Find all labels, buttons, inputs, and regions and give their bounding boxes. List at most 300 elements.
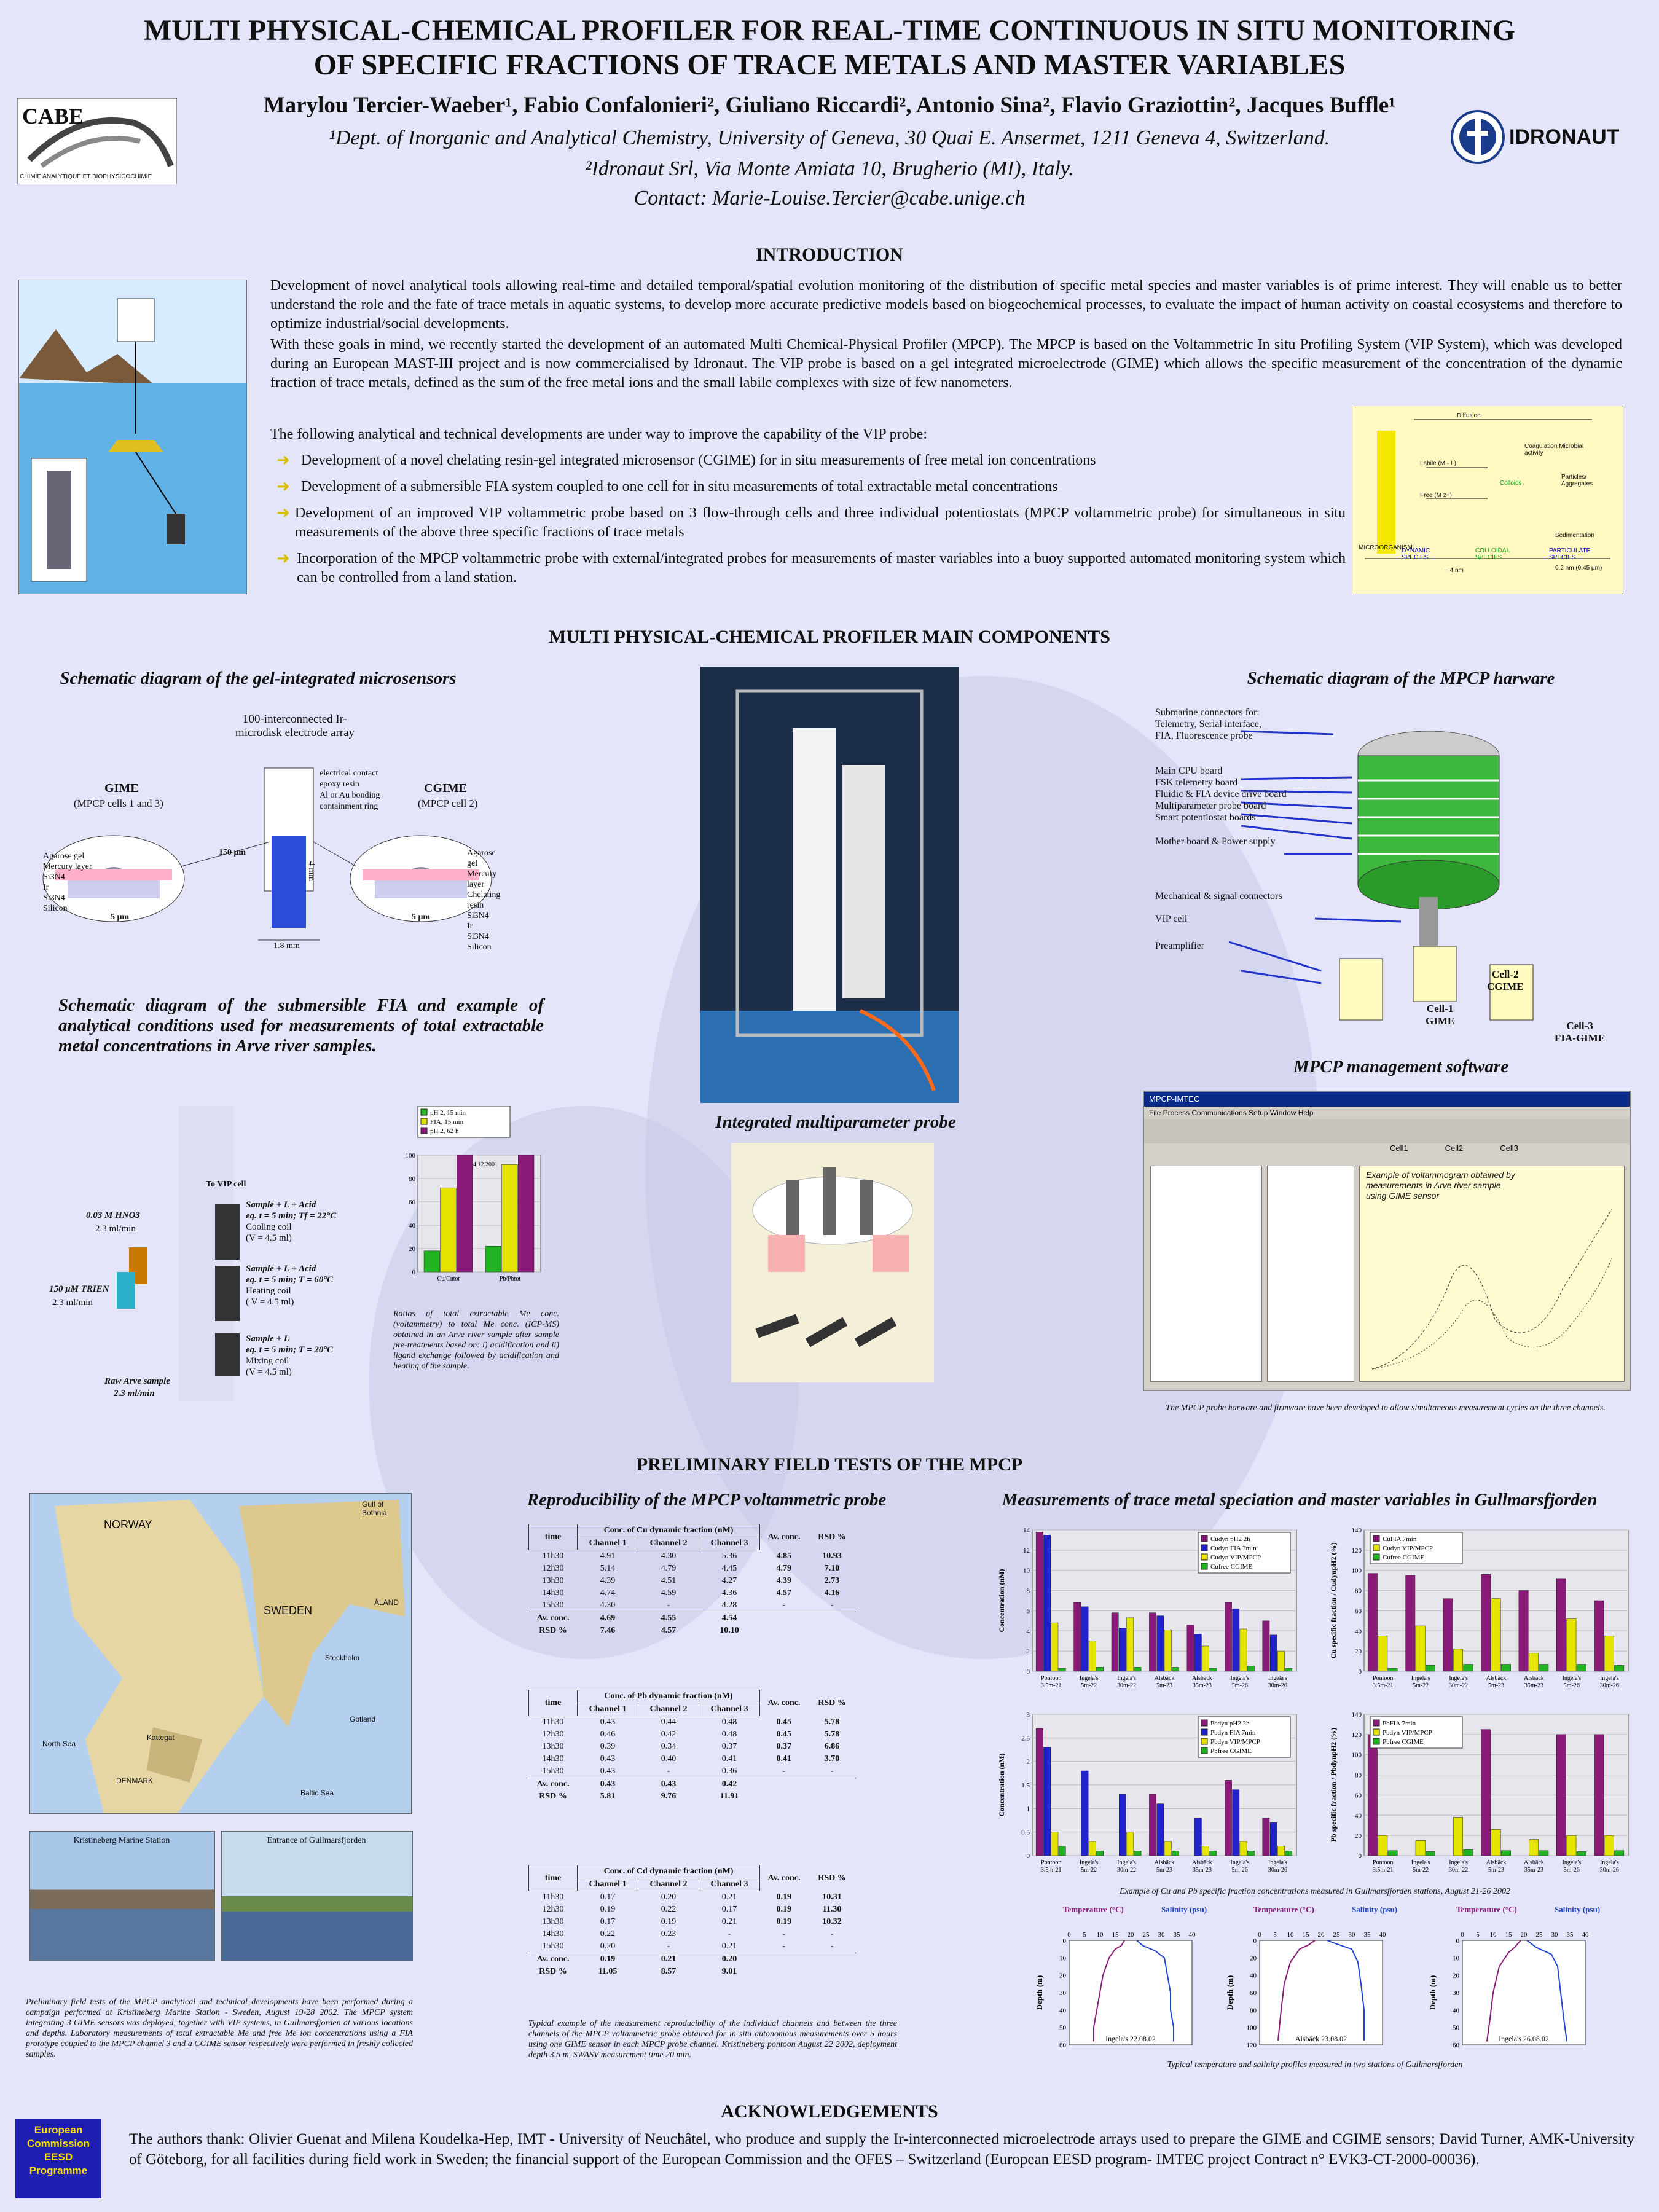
fia-step-vol: (V = 4.5 ml) xyxy=(246,1233,292,1243)
table-cell: 0.20 xyxy=(721,1955,737,1964)
table-cell: - xyxy=(667,1601,670,1610)
table-row xyxy=(529,1587,857,1599)
legend-label: Pbdyn FIA 7min xyxy=(1210,1729,1256,1736)
cell-name: Cell-2 xyxy=(1492,968,1519,980)
bar xyxy=(1194,1634,1201,1671)
bar xyxy=(1567,1619,1576,1671)
table-cell: 10.31 xyxy=(822,1892,842,1902)
legend-label: Pbdyn VIP/MPCP xyxy=(1210,1738,1260,1746)
x-tick-label: 5 xyxy=(1273,1931,1277,1939)
x-tick-label: 5 xyxy=(1083,1931,1086,1939)
reproducibility-title: Reproducibility of the MPCP voltammetric probe xyxy=(527,1490,887,1510)
fia-step-label: Sample + L + Acid xyxy=(246,1200,316,1210)
y-tick-label: 80 xyxy=(1250,2007,1257,2015)
x-tick-label: 35m-23 xyxy=(1192,1867,1212,1873)
multiparameter-probe-photo xyxy=(731,1143,934,1382)
intro-paragraph-1: Development of novel analytical tools allowing real-time and detailed temporal/spatial evolution monitoring of the distribution of specific metal species and master variables is of prime interest. They will enable us to better understand the role and the fate of trace metals in aquatic systems, to develop more accurate predictive models based on biogeochemical processes, to evaluate the impact of human activity on coastal ecosystems and therefore to optimize industrial/social developments. xyxy=(270,278,1622,332)
legend-label: Pbdyn pH2 2h xyxy=(1210,1720,1250,1727)
table-cell: 13h30 xyxy=(542,1917,564,1926)
software-menubar: File Process Communications Setup Window Help xyxy=(1149,1108,1314,1117)
scandinavia-map xyxy=(29,1493,412,1814)
bar xyxy=(1539,1851,1548,1856)
legend-label: Pbdyn VIP/MPCP xyxy=(1382,1729,1432,1736)
table-cell: 0.43 xyxy=(600,1779,616,1789)
bar xyxy=(1453,1649,1462,1671)
bar xyxy=(518,1155,534,1272)
table-header: RSD % xyxy=(818,1873,846,1883)
fia-diagram xyxy=(49,1106,393,1413)
bar xyxy=(1567,1835,1576,1856)
temperature-label: Temperature (°C) xyxy=(1063,1905,1124,1914)
x-tick-label: 5m-26 xyxy=(1563,1867,1580,1873)
software-screenshot xyxy=(1143,1091,1631,1391)
fia-step-coil: Cooling coil xyxy=(246,1222,292,1232)
components-heading: MULTI PHYSICAL-CHEMICAL PROFILER MAIN COMPONENTS xyxy=(549,627,1110,647)
x-tick-label: 10 xyxy=(1489,1931,1497,1939)
y-tick-label: 0 xyxy=(1253,1937,1257,1945)
table-cell: 5.36 xyxy=(721,1551,737,1561)
table-cell: - xyxy=(830,1767,834,1776)
eu-logo-line: Programme xyxy=(29,2165,88,2176)
table-cell: - xyxy=(782,1767,786,1776)
y-tick-label: 30 xyxy=(1059,1990,1066,1997)
table-cell: - xyxy=(830,1601,834,1610)
label-1-8mm: 1.8 mm xyxy=(273,941,300,951)
bar xyxy=(1119,1628,1126,1671)
table-row xyxy=(529,1563,857,1575)
table-cell: - xyxy=(782,1601,786,1610)
x-tick-label: 25 xyxy=(1142,1931,1150,1939)
table-cell: 12h30 xyxy=(542,1564,564,1573)
intro-bullet: ➜ Development of an improved VIP voltammetric probe based on 3 flow-through cells and three individual potentiostats (MPCP voltammetric probe) for simultaneous in situ measurements of the above three specific fractions of trace metals xyxy=(276,504,1346,542)
map-label-norway: NORWAY xyxy=(104,1518,152,1531)
y-tick-label: 40 xyxy=(1355,1812,1362,1820)
bar xyxy=(1426,1665,1435,1671)
ack-heading: ACKNOWLEDGEMENTS xyxy=(721,2101,938,2122)
x-tick-label: 5m-22 xyxy=(1413,1682,1429,1689)
table-row xyxy=(529,1716,857,1729)
table-cell: 4.57 xyxy=(776,1588,791,1598)
x-tick-label: Alsbäck xyxy=(1192,1675,1212,1682)
x-tick-label: 40 xyxy=(1188,1931,1196,1939)
x-tick-label: Ingela's xyxy=(1268,1675,1287,1682)
table-cell: 11h30 xyxy=(542,1551,564,1561)
label-trien-flow: 2.3 ml/min xyxy=(52,1298,93,1308)
table-cell: 4.59 xyxy=(661,1588,677,1598)
table-header: time xyxy=(529,1865,578,1891)
x-tick-label: Pontoon xyxy=(1041,1859,1062,1866)
label-sedimentation: Sedimentation xyxy=(1555,532,1594,539)
bar xyxy=(1074,1602,1081,1671)
x-tick-label: Alsbäck xyxy=(1154,1859,1175,1866)
table-cell: 0.20 xyxy=(661,1892,677,1902)
table-cell: 0.45 xyxy=(776,1730,791,1739)
bar xyxy=(1202,1846,1209,1856)
software-titlebar xyxy=(1144,1092,1630,1107)
label-5um-left: 5 μm xyxy=(111,912,130,922)
hw-label: Mother board & Power supply xyxy=(1155,836,1276,847)
table-cell: 5.78 xyxy=(824,1730,840,1739)
eu-logo xyxy=(15,2119,101,2198)
table-header: Channel 1 xyxy=(578,1878,638,1891)
table-cell: 4.85 xyxy=(776,1551,791,1561)
fia-step-vol: (V = 4.5 ml) xyxy=(246,1367,292,1377)
table-row xyxy=(529,1778,857,1791)
y-tick-label: 30 xyxy=(1453,1990,1459,1997)
x-tick-label: 30m-22 xyxy=(1117,1867,1137,1873)
intro-heading: INTRODUCTION xyxy=(755,245,904,265)
table-cell: 0.41 xyxy=(721,1754,737,1763)
y-tick-label: 20 xyxy=(409,1245,415,1253)
table-row xyxy=(529,1625,857,1637)
cell-type: CGIME xyxy=(1487,981,1524,992)
cu-concentration-chart xyxy=(995,1524,1309,1708)
map-label-aland: ÅLAND xyxy=(374,1598,399,1607)
table-cell: 0.34 xyxy=(661,1742,677,1751)
contact: Contact: Marie-Louise.Tercier@cabe.unige.ch xyxy=(633,187,1026,210)
table-cell: 0.19 xyxy=(776,1905,791,1914)
bar xyxy=(1051,1623,1058,1671)
y-tick-label: 4 xyxy=(1026,1628,1030,1636)
label-colloidal: COLLOIDAL SPECIES xyxy=(1475,547,1510,561)
y-tick-label: 10 xyxy=(1059,1955,1066,1963)
x-tick-label: 5m-23 xyxy=(1488,1682,1505,1689)
table-header: Channel 2 xyxy=(638,1703,699,1716)
label-electrode-array: 100-interconnected Ir-microdisk electrode array xyxy=(235,713,355,739)
label-size-2: 0.2 nm (0.45 μm) xyxy=(1555,565,1602,571)
hardware-diagram xyxy=(1155,700,1647,1045)
y-tick-label: 8 xyxy=(1026,1587,1030,1595)
bar xyxy=(1368,1574,1377,1671)
temperature-label: Temperature (°C) xyxy=(1456,1905,1517,1914)
x-tick-label: 5m-22 xyxy=(1413,1867,1429,1873)
legend-label: Cudyn FIA 7min xyxy=(1210,1545,1257,1552)
layer-label: Mercury layer xyxy=(43,862,92,871)
x-tick-label: Ingela's xyxy=(1599,1859,1619,1866)
x-tick-label: 5m-23 xyxy=(1488,1867,1505,1873)
profile-chart-2 xyxy=(1223,1904,1419,2057)
label-coagulation: Coagulation Microbial activity xyxy=(1524,443,1584,457)
hw-label: FIA, Fluorescence probe xyxy=(1155,731,1253,741)
table-cell: 4.45 xyxy=(721,1564,737,1573)
y-tick-label: 2 xyxy=(1026,1648,1030,1656)
x-tick-label: Ingela's xyxy=(1562,1675,1582,1682)
x-tick-label: Alsbäck xyxy=(1524,1859,1544,1866)
y-tick-label: 1 xyxy=(1026,1805,1030,1813)
intro-bullet-list xyxy=(276,451,1346,587)
bar xyxy=(1491,1599,1500,1671)
table-cell: 0.21 xyxy=(661,1955,677,1964)
map-label-north-sea: North Sea xyxy=(42,1739,76,1748)
x-tick-label: 30m-22 xyxy=(1449,1682,1469,1689)
voltammogram-pane xyxy=(1359,1166,1625,1382)
table-cell: 15h30 xyxy=(542,1942,564,1951)
salinity-label: Salinity (psu) xyxy=(1161,1905,1207,1914)
table-cell: RSD % xyxy=(539,1967,567,1976)
table-cell: 0.17 xyxy=(600,1892,616,1902)
x-tick-label: Ingela's xyxy=(1599,1675,1619,1682)
table-cell: 4.27 xyxy=(721,1576,737,1585)
tab-cell-1: Cell1 xyxy=(1390,1143,1408,1153)
pb-fraction-chart xyxy=(1327,1708,1641,1892)
x-tick-label: 3.5m-21 xyxy=(1372,1867,1394,1873)
layer-label: Si3N4 xyxy=(467,911,489,920)
table-cell: Av. conc. xyxy=(536,1779,570,1789)
table-row xyxy=(529,1728,857,1741)
part-label: electrical contact xyxy=(320,769,378,778)
table-header: Channel 2 xyxy=(638,1878,699,1891)
table-cell: - xyxy=(782,1942,786,1951)
y-tick-label: 50 xyxy=(1059,2024,1066,2032)
hw-label: Smart potentiostat boards xyxy=(1155,812,1256,823)
cell-name: Cell-1 xyxy=(1426,1003,1454,1014)
y-tick-label: 100 xyxy=(1351,1567,1362,1575)
x-tick-label: 40 xyxy=(1582,1931,1589,1939)
cell-2-label xyxy=(1487,968,1524,993)
probe-title: Integrated multiparameter probe xyxy=(715,1112,956,1132)
y-tick-label: 80 xyxy=(1355,1587,1362,1595)
legend-label: Cudyn pH2 2h xyxy=(1210,1535,1250,1543)
authors: Marylou Tercier-Waeber¹, Fabio Confalonieri², Giuliano Riccardi², Antonio Sina², Flavio Graziottin², Jacques Buffle¹ xyxy=(263,93,1396,118)
table-cell: 0.43 xyxy=(600,1717,616,1727)
profile-plot-area xyxy=(1462,1940,1585,2045)
cell-type: GIME xyxy=(1426,1015,1455,1027)
label-hno3-flow: 2.3 ml/min xyxy=(95,1224,136,1234)
fia-caption: Ratios of total extractable Me conc. (voltammetry) to total Me conc. (ICP-MS) obtained in an Arve river sample after sample pre-treatments based on: i) acidification and ii) ligand exchange followed by acidification and heating of the sample. xyxy=(393,1309,559,1371)
photo-kristineberg-label: Kristineberg Marine Station xyxy=(73,1836,170,1845)
table-header: Av. conc. xyxy=(767,1532,801,1542)
y-tick-label: 0 xyxy=(1456,1937,1459,1945)
x-tick-label: Ingela's xyxy=(1079,1675,1099,1682)
fia-ratio-chart xyxy=(393,1106,553,1290)
hw-label: Mechanical & signal connectors xyxy=(1155,891,1282,901)
label-gime: GIME xyxy=(104,782,139,795)
table-row xyxy=(529,1753,857,1765)
table-cell: 8.57 xyxy=(661,1967,677,1976)
legend-label: Pbfree CGIME xyxy=(1210,1747,1252,1755)
bar xyxy=(1388,1668,1397,1671)
table-cell: 0.20 xyxy=(600,1942,616,1951)
table-cell: 5.81 xyxy=(600,1792,616,1801)
legend-swatch xyxy=(421,1118,427,1124)
intro-paragraph-2: With these goals in mind, we recently started the development of an automated Multi Chemical-Physical Profiler (MPCP). The MPCP is based on the Voltammetric In situ Profiling System (VIP System), which was developed during an European MAST-III project and is now commercialised by Idronaut. The VIP probe is based on a gel integrated microelectrode (GIME) which allows the specific measurement of the concentration of the dynamic fraction of trace metals, defined as the sum of the free metal ions and the small labile complexes with size of few nanometers. xyxy=(270,337,1622,391)
station-label: Alsbäck 23.08.02 xyxy=(1295,2034,1347,2043)
x-tick-label: Alsbäck xyxy=(1486,1859,1507,1866)
electrode-part-labels xyxy=(320,768,380,812)
intro-bullet: ➜ Incorporation of the MPCP voltammetric probe with external/integrated probes for measurements of master variables into a buoy supported automated monitoring system which can be controlled from a land station. xyxy=(276,549,1346,587)
table-row xyxy=(529,1599,857,1612)
table-cell: 0.46 xyxy=(600,1730,616,1739)
legend-swatch xyxy=(1201,1563,1207,1569)
table-cell: 0.42 xyxy=(661,1730,677,1739)
table-cell: Av. conc. xyxy=(536,1614,570,1623)
x-tick-label: 15 xyxy=(1505,1931,1512,1939)
table-cell: 0.21 xyxy=(721,1942,737,1951)
table-cell: 9.01 xyxy=(721,1967,737,1976)
legend-swatch xyxy=(1201,1729,1207,1735)
temperature-label: Temperature (°C) xyxy=(1253,1905,1314,1914)
table-cell: 5.14 xyxy=(600,1564,616,1573)
fia-chart-svg xyxy=(393,1106,553,1290)
photo-kristineberg xyxy=(29,1831,215,1961)
legend-swatch xyxy=(1373,1738,1379,1744)
bar xyxy=(1443,1599,1453,1671)
x-tick-label: Alsbäck xyxy=(1154,1675,1175,1682)
table-header: time xyxy=(529,1690,578,1716)
y-axis-label: Depth (m) xyxy=(1035,1975,1044,2010)
bar xyxy=(1464,1665,1473,1672)
bar xyxy=(1149,1794,1156,1856)
table-header: Channel 3 xyxy=(699,1537,760,1550)
y-tick-label: 40 xyxy=(409,1222,415,1230)
table-cell: 0.43 xyxy=(600,1754,616,1763)
table-cell: 0.17 xyxy=(721,1905,737,1914)
bar xyxy=(1501,1665,1510,1672)
y-tick-label: 0 xyxy=(1358,1853,1362,1860)
table-header: RSD % xyxy=(818,1532,846,1542)
bar xyxy=(1187,1625,1194,1671)
table-cell: 7.46 xyxy=(600,1626,616,1635)
x-tick-label: 3.5m-21 xyxy=(1040,1867,1062,1873)
bar xyxy=(1426,1851,1435,1856)
arrow-icon: ➜ xyxy=(276,504,290,522)
label-particulate: PARTICULATE SPECIES xyxy=(1549,547,1591,561)
x-tick-label: 3.5m-21 xyxy=(1040,1682,1062,1689)
legend-swatch xyxy=(1373,1554,1379,1560)
intro-paragraph-3: The following analytical and technical developments are under way to improve the capability of the VIP probe: xyxy=(270,426,927,442)
y-tick-label: 40 xyxy=(1250,1972,1257,1980)
layer-label: Ir xyxy=(43,883,49,892)
table-cell: 4.79 xyxy=(776,1564,791,1573)
bar xyxy=(1519,1591,1528,1671)
bar xyxy=(1594,1601,1604,1671)
affiliation-1: ¹Dept. of Inorganic and Analytical Chemistry, University of Geneva, 30 Quai E. Ansermet, 1211 Geneva 4, Switzerland. xyxy=(329,127,1330,149)
arrow-icon: ➜ xyxy=(276,477,290,495)
legend-label: CuFIA 7min xyxy=(1382,1535,1417,1543)
y-tick-label: 60 xyxy=(1453,2042,1459,2049)
intro-bullet: ➜ Development of a novel chelating resin-gel integrated microsensor (CGIME) for in situ measurements of free metal ion concentrations xyxy=(276,451,1096,469)
bar xyxy=(1036,1532,1043,1671)
hw-label: Main CPU board xyxy=(1155,766,1223,776)
legend-label: Cudyn VIP/MPCP xyxy=(1382,1545,1433,1552)
table-cell: 15h30 xyxy=(542,1601,564,1610)
table-cell: 7.10 xyxy=(824,1564,840,1573)
gime-layer-labels xyxy=(43,851,92,914)
y-tick-label: 100 xyxy=(1246,2024,1257,2032)
table-cell: 10.32 xyxy=(822,1917,842,1926)
x-tick-label: Ingela's xyxy=(1230,1859,1250,1866)
table-row xyxy=(529,1940,857,1953)
table-cell: 10.93 xyxy=(822,1551,842,1561)
layer-label: Mercury layer xyxy=(467,869,497,889)
y-axis-label: Concentration (nM) xyxy=(997,1753,1006,1817)
table-cell: 0.37 xyxy=(776,1742,791,1751)
cell-name: Cell-3 xyxy=(1566,1020,1593,1032)
cabe-logo-subtext: CHIMIE ANALYTIQUE ET BIOPHYSICOCHIMIE xyxy=(20,173,152,180)
legend-swatch xyxy=(1201,1738,1207,1744)
table-header: Channel 1 xyxy=(578,1537,638,1550)
bar xyxy=(1233,1790,1239,1856)
table-cell: 4.51 xyxy=(661,1576,677,1585)
salinity-label: Salinity (psu) xyxy=(1352,1905,1398,1914)
bar xyxy=(1240,1629,1247,1671)
table-cell: 0.21 xyxy=(721,1917,737,1926)
table xyxy=(528,1524,856,1637)
label-5um-right: 5 μm xyxy=(412,912,431,922)
y-tick-label: 1.5 xyxy=(1021,1782,1030,1789)
table-cell: 0.22 xyxy=(661,1905,677,1914)
y-tick-label: 0 xyxy=(1358,1668,1362,1676)
profile-chart-3 xyxy=(1426,1904,1628,2057)
table-cell: - xyxy=(830,1929,834,1939)
bar xyxy=(1225,1780,1231,1856)
x-tick-label: 5m-23 xyxy=(1156,1682,1173,1689)
profile-chart-1 xyxy=(1032,1904,1217,2057)
y-axis-label: Depth (m) xyxy=(1428,1975,1437,2010)
legend-label: FIA, 15 min xyxy=(430,1118,464,1126)
y-tick-label: 140 xyxy=(1351,1527,1362,1534)
table-cell: Av. conc. xyxy=(536,1955,570,1964)
label-hno3: 0.03 M HNO3 xyxy=(86,1210,140,1220)
table-cell: 0.19 xyxy=(600,1955,616,1964)
label-trien: 150 μM TRIEN xyxy=(49,1284,109,1294)
bar xyxy=(1194,1818,1201,1856)
y-tick-label: 0.5 xyxy=(1021,1829,1030,1837)
layer-label: Si3N4 xyxy=(43,893,65,903)
table-cell: 13h30 xyxy=(542,1742,564,1751)
y-tick-label: 40 xyxy=(1355,1628,1362,1636)
x-tick-label: Pontoon xyxy=(1373,1675,1394,1682)
y-tick-label: 20 xyxy=(1059,1972,1066,1980)
bar xyxy=(1059,1846,1065,1856)
bar xyxy=(1233,1609,1239,1671)
table-cell: 11h30 xyxy=(542,1892,564,1902)
bar xyxy=(1388,1851,1397,1856)
table-cell: 4.79 xyxy=(661,1564,677,1573)
fia-step-label: Sample + L xyxy=(246,1334,290,1344)
y-tick-label: 60 xyxy=(1250,1990,1257,1997)
hw-label: Preamplifier xyxy=(1155,941,1204,951)
y-tick-label: 0 xyxy=(1026,1668,1030,1676)
fia-step-label: Sample + L + Acid xyxy=(246,1264,316,1274)
table-cell: 0.42 xyxy=(721,1779,737,1789)
y-tick-label: 100 xyxy=(405,1152,415,1159)
photo-gullmarsfjorden xyxy=(221,1831,413,1961)
part-label: epoxy resin xyxy=(320,780,359,789)
legend-swatch xyxy=(1373,1720,1379,1726)
y-tick-label: 6 xyxy=(1026,1607,1030,1615)
software-title: MPCP management software xyxy=(1293,1057,1509,1077)
bar xyxy=(1225,1602,1231,1671)
y-tick-label: 50 xyxy=(1453,2024,1459,2032)
x-tick-label: 5m-26 xyxy=(1563,1682,1580,1689)
bar xyxy=(1043,1535,1050,1671)
map-label-denmark: DENMARK xyxy=(116,1776,154,1785)
table-cell: 4.30 xyxy=(600,1601,616,1610)
x-tick-label: 25 xyxy=(1333,1931,1340,1939)
bar xyxy=(1172,1667,1179,1671)
hw-label: FSK telemetry board xyxy=(1155,777,1238,788)
bar xyxy=(1285,1851,1292,1856)
hw-label: Submarine connectors for: xyxy=(1155,707,1260,718)
y-axis-label: Cu specific fraction / CudynpH2 (%) xyxy=(1329,1542,1338,1659)
y-tick-label: 40 xyxy=(1453,2007,1459,2015)
profiler-photo xyxy=(700,667,959,1103)
x-tick-label: Cu/Cutot xyxy=(437,1276,460,1282)
table-row xyxy=(529,1741,857,1753)
x-tick-label: Alsbäck xyxy=(1192,1859,1212,1866)
station-label: Ingela's 22.08.02 xyxy=(1105,2034,1156,2043)
